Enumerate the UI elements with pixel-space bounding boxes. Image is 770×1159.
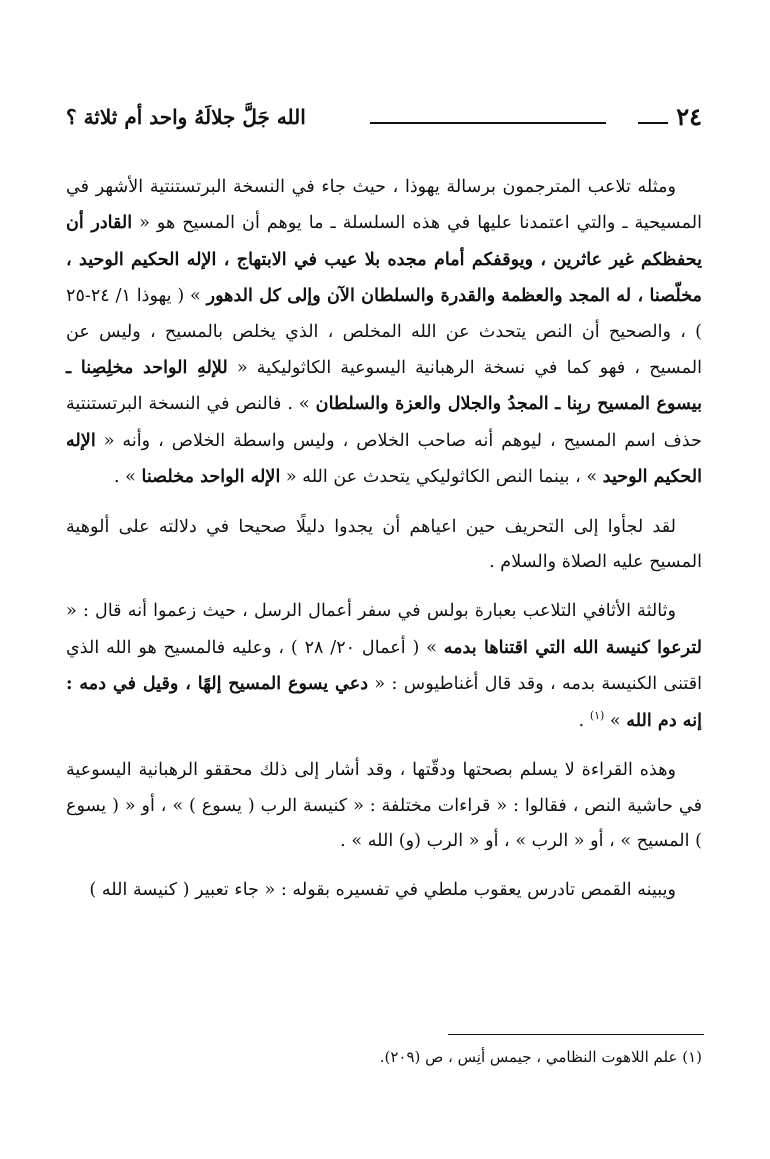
main-text	[66, 170, 702, 909]
paragraph-1-text-2: » ( يهوذا ١/ ٢٤-٢٥ ) ، والصحيح أن النص يتحدث عن الله المخلص ، الذي يخلص بالمسيح ، وليس عن المسيح ، فهو كما في نسخة الرهبانية اليسوعية الكاثوليكية «	[66, 286, 702, 379]
paragraph-3-text-2: » ( أعمال ٢٠/ ٢٨ ) ، وعليه فالمسيح هو الله الذي اقتنى الكنيسة بدمه ، وقد قال أغناطيوس : «	[66, 637, 702, 695]
running-title: الله جَلَّ جلالَهُ واحد أم ثلاثة ؟	[66, 105, 306, 129]
paragraph-1-text-1: ومثله تلاعب المترجمون برسالة يهوذا ، حيث جاء في النسخة البرتستنتية الأشهر في المسيحية ـ والتي اعتمدنا عليها في هذه السلسلة ـ ما يوهم أن المسيح هو «	[66, 177, 702, 234]
paragraph-3-text-1: وثالثة الأثافي التلاعب بعبارة بولس في سفر أعمال الرسل ، حيث زعموا أنه قال : «	[66, 601, 676, 622]
header-rule-left	[370, 122, 606, 124]
paragraph-2-text: لقد لجأوا إلى التحريف حين اعياهم أن يجدوا دليلًا صحيحا في دلالته على ألوهية المسيح عليه الصلاة والسلام .	[66, 516, 702, 573]
quote-jude-protestant: القادر أن يحفظكم غير عاثرين ، ويوقفكم أمام مجده بلا عيب في الابتهاج ، الإله الحكيم الوحيد ، مخلّصنا ، له المجد والعظمة والقدرة والسلطان الآن وإلى كل الدهور	[66, 212, 702, 307]
paragraph-5-text: ويبينه القمص تادرس يعقوب ملطي في تفسيره بقوله : « جاء تعبير ( كنيسة الله )	[89, 880, 676, 901]
paragraph-1-text-3: » . فالنص في النسخة البرتستنتية حذف اسم المسيح ، ليوهم أنه صاحب الخلاص ، وليس واسطة الخلاص ، وأنه «	[66, 394, 702, 451]
quote-jude-catholic: للإلهِ الواحد مخلِصِنا ـ بيسوع المسيح ربِنا ـ المجدُ والجلال والعزة والسلطان	[66, 357, 702, 415]
quote-ignatius: دعي يسوع المسيح إلهًا ، وقيل في دمه : إنه دم الله	[66, 673, 702, 731]
page-header	[66, 98, 702, 138]
paragraph-1	[66, 170, 702, 496]
paragraph-5	[66, 873, 702, 908]
quote-one-god-savior: الإله الواحد مخلصنا	[141, 466, 281, 488]
paragraph-1-text-4: » ، بينما النص الكاثوليكي يتحدث عن الله «	[280, 467, 603, 488]
paragraph-4	[66, 753, 702, 859]
paragraph-3-text-3: »	[604, 710, 627, 731]
paragraph-4-text: وهذه القراءة لا يسلم بصحتها ودقّتها ، وقد أشار إلى ذلك محققو الرهبانية اليسوعية في حاشية النص ، فقالوا : « قراءات مختلفة : « كنيسة الرب ( يسوع ) » ، أو « ( يسوع ) المسيح » ، أو « الرب » ، أو « الرب (و) الله » .	[66, 760, 702, 851]
paragraph-3-text-4: .	[578, 710, 590, 731]
paragraph-1-text-5: » .	[113, 467, 142, 488]
footnote-text: (١) علم اللاهوت النظامي ، جيمس أنِس ، ص (٢٠٩).	[379, 1048, 702, 1066]
page-number: ٢٤	[676, 102, 702, 131]
footnote	[66, 1043, 702, 1071]
footnote-separator	[448, 1034, 704, 1035]
footnote-reference[interactable]: (١)	[589, 708, 605, 722]
quote-wise-god: الإله الحكيم الوحيد	[66, 429, 702, 488]
header-rule-right	[638, 122, 668, 124]
paragraph-2	[66, 510, 702, 581]
paragraph-3	[66, 594, 702, 739]
quote-acts: لترعوا كنيسة الله التي اقتناها بدمه	[443, 636, 703, 658]
